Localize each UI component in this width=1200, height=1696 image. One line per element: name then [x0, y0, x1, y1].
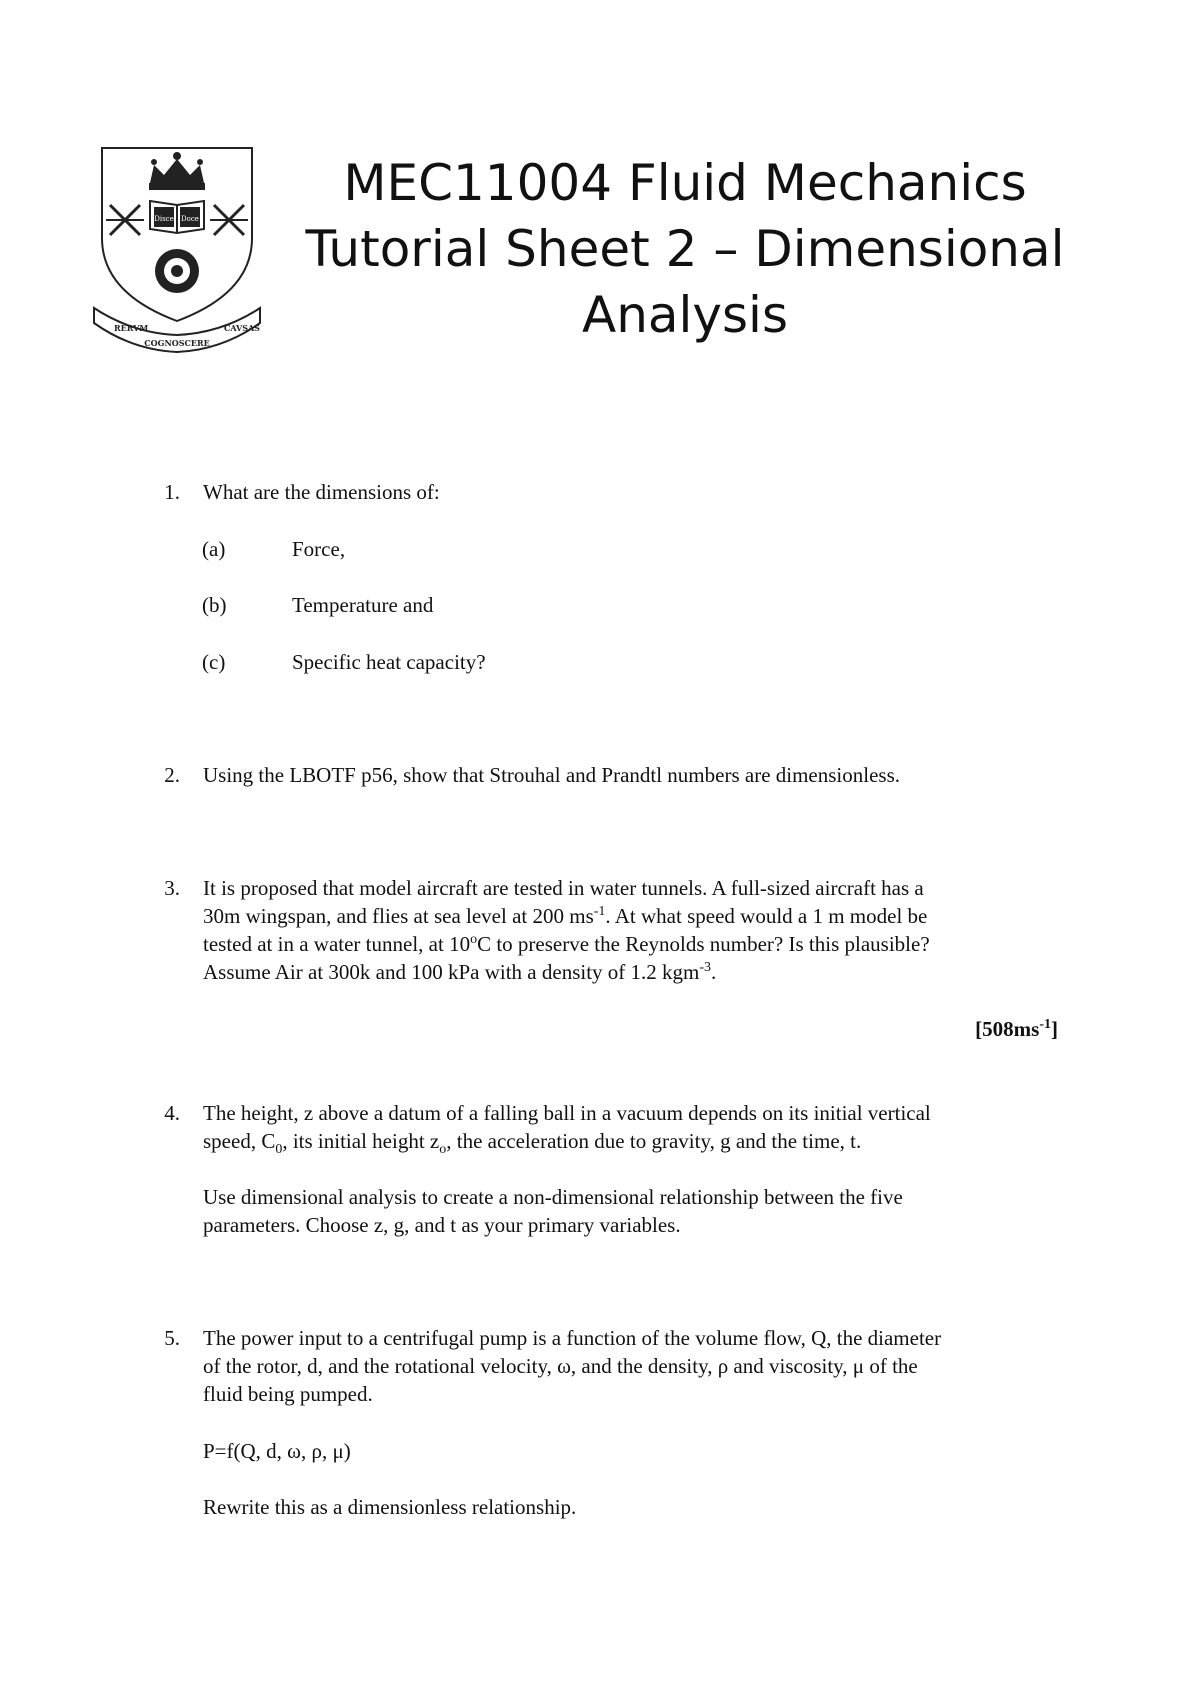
text-line: 30m wingspan, and flies at sea level at 200 $ms^{-1}$. At what speed would a 1 m model be [203, 904, 928, 928]
text-line: It is proposed that model aircraft are tested in water tunnels. A full-sized aircraft has a [203, 876, 924, 900]
text-line: tested at in a water tunnel, at 10$^o$C to preserve the Reynolds number? Is this plausible? [203, 932, 930, 956]
question-number: 2. [164, 763, 180, 787]
question-number: 3. [164, 876, 180, 900]
part-label: (c) [202, 650, 226, 674]
title-line-2: Tutorial Sheet 2 – Dimensional [305, 220, 1065, 278]
question-number: 5. [164, 1326, 180, 1350]
question-text [203, 1099, 1063, 1158]
part-text: Temperature and [292, 593, 434, 617]
question-text [203, 1183, 1063, 1239]
equation: P=f(Q, d, ω, ρ, μ) [203, 1439, 351, 1463]
title-line-1: MEC11004 Fluid Mechanics [343, 154, 1027, 212]
text-line: Assume Air at 300k and 100 kPa with a density of 1.2 kgm$^{-3}$. [203, 960, 717, 984]
svg-text:Disce: Disce [154, 215, 174, 223]
question-text [203, 1324, 1063, 1408]
question-text [203, 874, 1063, 986]
question-number: 4. [164, 1101, 180, 1125]
answer-hint: $[508ms^{-1}]$ [975, 1017, 1058, 1041]
svg-text:CAVSAS: CAVSAS [224, 323, 260, 333]
rose-icon [155, 249, 199, 293]
part-label: (a) [202, 537, 226, 561]
text-line: fluid being pumped. [203, 1382, 373, 1406]
question-number: 1. [164, 480, 180, 504]
part-label: (b) [202, 593, 227, 617]
text-line: speed, $C_0$, its initial height $z_o$, the acceleration due to gravity, g and the time, t. [203, 1129, 862, 1158]
university-crest-logo [92, 143, 262, 358]
text-line: The power input to a centrifugal pump is a function of the volume flow, Q, the diameter [203, 1326, 942, 1350]
question-text: What are the dimensions of: [203, 480, 440, 504]
part-text: Specific heat capacity? [292, 650, 486, 674]
text-line: parameters. Choose z, g, and t as your primary variables. [203, 1213, 681, 1237]
part-text: Force, [292, 537, 346, 561]
open-book-icon [150, 201, 204, 233]
text-line: of the rotor, d, and the rotational velocity, ω, and the density, ρ and viscosity, μ of the [203, 1354, 918, 1378]
svg-text:RERVM: RERVM [114, 323, 149, 333]
text-line: Use dimensional analysis to create a non-dimensional relationship between the five [203, 1185, 903, 1209]
svg-text:Doce: Doce [181, 215, 199, 223]
page-title [290, 150, 1080, 348]
question-text: Using the LBOTF p56, show that Strouhal and Prandtl numbers are dimensionless. [203, 763, 901, 787]
title-line-3: Analysis [581, 286, 788, 344]
svg-text:COGNOSCERE: COGNOSCERE [144, 338, 210, 348]
instruction-text: Rewrite this as a dimensionless relationship. [203, 1495, 577, 1519]
text-line: The height, z above a datum of a falling ball in a vacuum depends on its initial vertical [203, 1101, 931, 1125]
